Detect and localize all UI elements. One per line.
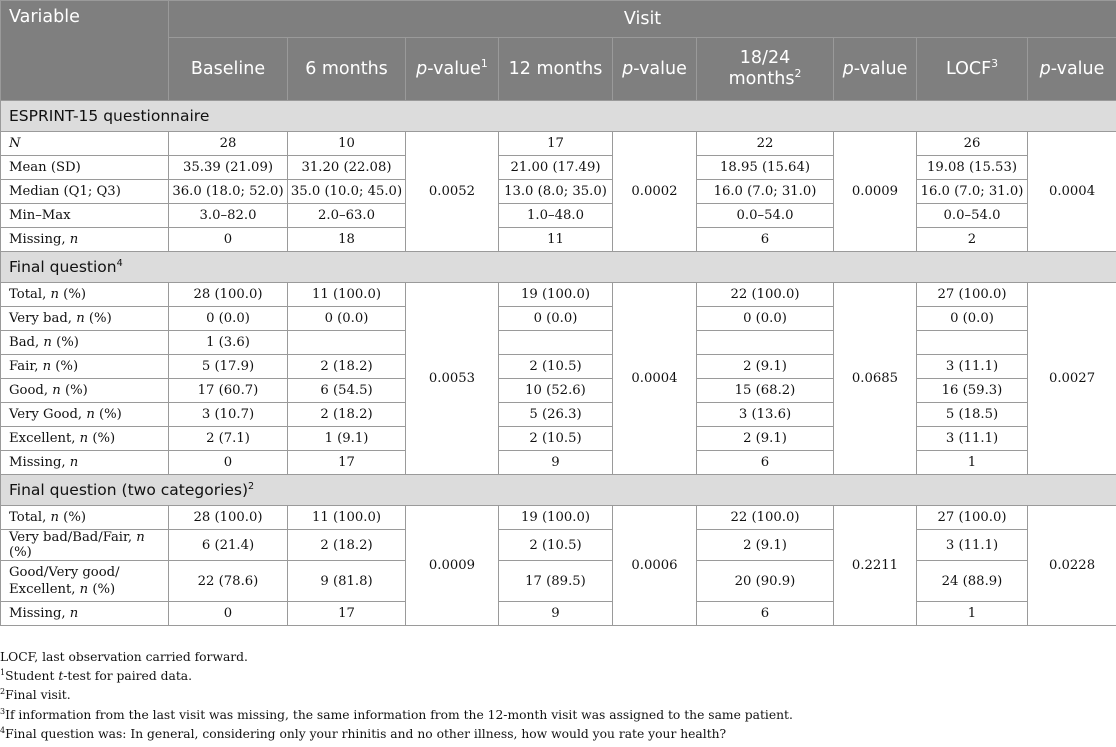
cell: 0 bbox=[169, 602, 288, 626]
cell: 13.0 (8.0; 35.0) bbox=[499, 180, 613, 204]
cell: 1 (9.1) bbox=[288, 427, 406, 451]
row-label-n: n bbox=[69, 606, 79, 621]
row-label-pct: (%) bbox=[58, 510, 86, 525]
cell: 28 (100.0) bbox=[169, 283, 288, 307]
row-label-n: n bbox=[79, 431, 89, 446]
cell: 0 (0.0) bbox=[499, 307, 613, 331]
pvalue-suffix: -value bbox=[853, 58, 908, 79]
cell bbox=[288, 331, 406, 355]
cell: 0.0–54.0 bbox=[697, 204, 834, 228]
p-italic: p bbox=[622, 58, 634, 79]
row-label bbox=[1, 132, 169, 156]
cell: 17 bbox=[288, 602, 406, 626]
cell: 3 (13.6) bbox=[697, 403, 834, 427]
pvalue-cell: 0.2211 bbox=[834, 506, 917, 626]
cell: 3 (11.1) bbox=[917, 427, 1028, 451]
cell: 17 bbox=[288, 451, 406, 475]
footnote-mark: 1 bbox=[0, 667, 6, 677]
cell: 22 (78.6) bbox=[169, 561, 288, 602]
row-label-pct: (%) bbox=[88, 431, 116, 446]
header-12-months bbox=[499, 38, 613, 101]
row-label-text: Total, bbox=[9, 287, 51, 302]
pvalue-cell: 0.0027 bbox=[1028, 283, 1116, 475]
cell: 3 (10.7) bbox=[169, 403, 288, 427]
cell: 27 (100.0) bbox=[917, 283, 1028, 307]
row-label-text: Missing, bbox=[9, 455, 70, 470]
row-label bbox=[1, 427, 169, 451]
table-row bbox=[1, 228, 1116, 252]
header-baseline bbox=[169, 38, 288, 101]
section-esprint bbox=[1, 101, 1116, 132]
row-label-line2: Excellent, bbox=[9, 582, 80, 597]
cell: 2 (9.1) bbox=[697, 427, 834, 451]
header-locf bbox=[917, 38, 1028, 101]
row-label bbox=[1, 530, 169, 561]
footnote-2 bbox=[0, 688, 71, 702]
table-row bbox=[1, 403, 1116, 427]
header-baseline-text: Baseline bbox=[190, 58, 266, 79]
cell: 19.08 (15.53) bbox=[917, 156, 1028, 180]
row-label-text: Bad, bbox=[9, 335, 44, 350]
table-row bbox=[1, 561, 1116, 602]
row-label-n: n bbox=[79, 582, 89, 597]
pvalue-cell: 0.0009 bbox=[406, 506, 499, 626]
cell: 31.20 (22.08) bbox=[288, 156, 406, 180]
section-title bbox=[1, 252, 1116, 283]
cell: 2 (10.5) bbox=[499, 530, 613, 561]
cell: 22 bbox=[697, 132, 834, 156]
row-label-n: n bbox=[76, 311, 85, 326]
cell: 9 (81.8) bbox=[288, 561, 406, 602]
row-label-text: Good, bbox=[9, 383, 53, 398]
cell: 3 (11.1) bbox=[917, 530, 1028, 561]
header-pvalue-2 bbox=[613, 38, 697, 101]
cell: 15 (68.2) bbox=[697, 379, 834, 403]
table-row bbox=[1, 379, 1116, 403]
row-label bbox=[1, 602, 169, 626]
pvalue-suffix: -value bbox=[633, 58, 687, 79]
cell: 26 bbox=[917, 132, 1028, 156]
row-label-n: n bbox=[50, 510, 59, 525]
row-label-pct: (%) bbox=[51, 335, 79, 350]
footnote-text: LOCF, last observation carried forward. bbox=[0, 650, 248, 664]
cell: 6 bbox=[697, 228, 834, 252]
cell: 28 bbox=[169, 132, 288, 156]
footnote-italic: t bbox=[58, 669, 64, 683]
row-label bbox=[1, 561, 169, 602]
pvalue-cell: 0.0004 bbox=[613, 283, 697, 475]
cell: 2 (9.1) bbox=[697, 355, 834, 379]
row-label bbox=[1, 331, 169, 355]
cell: 2 (10.5) bbox=[499, 427, 613, 451]
cell: 0 (0.0) bbox=[288, 307, 406, 331]
header-pvalue-1 bbox=[406, 38, 499, 101]
cell: 2 (10.5) bbox=[499, 355, 613, 379]
row-label bbox=[1, 355, 169, 379]
cell: 16 (59.3) bbox=[917, 379, 1028, 403]
cell: 6 (21.4) bbox=[169, 530, 288, 561]
cell: 19 (100.0) bbox=[499, 506, 613, 530]
row-label-text: Very bad, bbox=[9, 311, 77, 326]
row-label bbox=[1, 451, 169, 475]
p-italic: p bbox=[416, 58, 428, 79]
footnote-text: Final question was: In general, considering only your rhinitis and no other illness, how would you rate your health? bbox=[5, 727, 727, 741]
row-label-line1: Good/Very good/ bbox=[9, 565, 120, 580]
locf-footnote-mark: 3 bbox=[991, 56, 999, 70]
header-pvalue-3 bbox=[834, 38, 917, 101]
cell: 1 (3.6) bbox=[169, 331, 288, 355]
cell: 0 bbox=[169, 451, 288, 475]
cell: 16.0 (7.0; 31.0) bbox=[917, 180, 1028, 204]
row-label: Min–Max bbox=[1, 204, 169, 228]
header-variable bbox=[1, 1, 169, 101]
header-18-24-line1: 18/24 bbox=[739, 48, 791, 68]
row-label-text: N bbox=[9, 136, 21, 151]
header-18-24-line2: months bbox=[728, 69, 795, 89]
row-label-text: Missing, bbox=[9, 232, 70, 247]
cell bbox=[917, 331, 1028, 355]
cell: 2 (18.2) bbox=[288, 403, 406, 427]
cell: 19 (100.0) bbox=[499, 283, 613, 307]
cell: 16.0 (7.0; 31.0) bbox=[697, 180, 834, 204]
section-footnote-mark: 4 bbox=[116, 257, 123, 269]
table-row bbox=[1, 132, 1116, 156]
header-18-24-months bbox=[697, 38, 834, 101]
pvalue-cell: 0.0004 bbox=[1028, 132, 1116, 252]
row-label-n: n bbox=[69, 232, 79, 247]
row-label-pct: (%) bbox=[58, 287, 86, 302]
cell: 5 (26.3) bbox=[499, 403, 613, 427]
row-label: Median (Q1; Q3) bbox=[1, 180, 169, 204]
table-row bbox=[1, 180, 1116, 204]
footnote-text: Final visit. bbox=[5, 688, 71, 702]
table-row bbox=[1, 307, 1116, 331]
cell: 18.95 (15.64) bbox=[697, 156, 834, 180]
cell: 24 (88.9) bbox=[917, 561, 1028, 602]
table-row bbox=[1, 204, 1116, 228]
cell: 9 bbox=[499, 602, 613, 626]
section-title bbox=[1, 101, 1116, 132]
cell: 11 (100.0) bbox=[288, 283, 406, 307]
cell: 10 (52.6) bbox=[499, 379, 613, 403]
pvalue-cell: 0.0052 bbox=[406, 132, 499, 252]
pvalue-cell: 0.0002 bbox=[613, 132, 697, 252]
section-esprint-text: ESPRINT-15 questionnaire bbox=[9, 107, 210, 125]
pvalue-cell: 0.0009 bbox=[834, 132, 917, 252]
row-label-pct: (%) bbox=[84, 311, 112, 326]
p-italic: p bbox=[842, 58, 854, 79]
pvalue-footnote-mark: 1 bbox=[480, 56, 488, 70]
table-row bbox=[1, 355, 1116, 379]
cell: 17 bbox=[499, 132, 613, 156]
pvalue-suffix: -value bbox=[1050, 58, 1105, 79]
section-title bbox=[1, 475, 1116, 506]
p-italic: p bbox=[1039, 58, 1051, 79]
pvalue-cell: 0.0053 bbox=[406, 283, 499, 475]
section-final-text: Final question bbox=[9, 258, 117, 276]
row-label-text: Very Good, bbox=[9, 407, 87, 422]
row-label-pct: (%) bbox=[51, 359, 79, 374]
cell: 11 bbox=[499, 228, 613, 252]
row-label-n: n bbox=[52, 383, 61, 398]
cell: 1 bbox=[917, 451, 1028, 475]
row-label-text: Total, bbox=[9, 510, 51, 525]
table-row bbox=[1, 451, 1116, 475]
cell: 10 bbox=[288, 132, 406, 156]
cell: 0.0–54.0 bbox=[917, 204, 1028, 228]
cell: 35.39 (21.09) bbox=[169, 156, 288, 180]
row-label bbox=[1, 379, 169, 403]
row-label bbox=[1, 506, 169, 530]
footnote-text: If information from the last visit was missing, the same information from the 12-month visit was assigned to the same patient. bbox=[5, 708, 793, 722]
row-label-n: n bbox=[50, 287, 59, 302]
footnote-mark: 4 bbox=[0, 725, 6, 735]
footnote-mark: 2 bbox=[0, 686, 6, 696]
section-two-text: Final question (two categories) bbox=[9, 481, 249, 499]
cell: 5 (17.9) bbox=[169, 355, 288, 379]
row-label-n: n bbox=[136, 530, 145, 545]
header-variable-text: Variable bbox=[9, 7, 80, 27]
footnote-1 bbox=[0, 669, 192, 683]
cell: 0 (0.0) bbox=[697, 307, 834, 331]
table-row bbox=[1, 331, 1116, 355]
cell: 2 (18.2) bbox=[288, 355, 406, 379]
row-label bbox=[1, 403, 169, 427]
cell: 2 (7.1) bbox=[169, 427, 288, 451]
footnote-text: -test for paired data. bbox=[63, 669, 192, 683]
row-label bbox=[1, 283, 169, 307]
cell: 6 bbox=[697, 451, 834, 475]
table-row bbox=[1, 283, 1116, 307]
cell: 22 (100.0) bbox=[697, 283, 834, 307]
table-row bbox=[1, 427, 1116, 451]
cell: 2 bbox=[917, 228, 1028, 252]
section-footnote-mark: 2 bbox=[248, 480, 255, 492]
pvalue-suffix: -value bbox=[427, 58, 481, 79]
footnote-4 bbox=[0, 727, 726, 741]
pvalue-cell: 0.0006 bbox=[613, 506, 697, 626]
months-footnote-mark: 2 bbox=[794, 67, 802, 81]
section-final-question-two-categories bbox=[1, 475, 1116, 506]
cell: 21.00 (17.49) bbox=[499, 156, 613, 180]
header-12-months-text: 12 months bbox=[508, 58, 603, 79]
row-label-text: Very bad/Bad/Fair, bbox=[9, 530, 137, 545]
footnote-3 bbox=[0, 708, 793, 722]
cell: 0 (0.0) bbox=[169, 307, 288, 331]
row-label-pct: (%) bbox=[9, 545, 32, 560]
cell: 2 (18.2) bbox=[288, 530, 406, 561]
footnote-text: Student bbox=[5, 669, 59, 683]
cell: 6 bbox=[697, 602, 834, 626]
table-row bbox=[1, 506, 1116, 530]
section-final-question bbox=[1, 252, 1116, 283]
row-label-n: n bbox=[86, 407, 95, 422]
table-row bbox=[1, 530, 1116, 561]
table-row bbox=[1, 602, 1116, 626]
cell: 2.0–63.0 bbox=[288, 204, 406, 228]
cell: 20 (90.9) bbox=[697, 561, 834, 602]
row-label-text: Excellent, bbox=[9, 431, 80, 446]
row-label: Mean (SD) bbox=[1, 156, 169, 180]
header-visit bbox=[169, 1, 1116, 38]
cell bbox=[697, 331, 834, 355]
cell: 36.0 (18.0; 52.0) bbox=[169, 180, 288, 204]
cell: 6 (54.5) bbox=[288, 379, 406, 403]
header-6-months bbox=[288, 38, 406, 101]
row-label bbox=[1, 228, 169, 252]
row-label-pct: (%) bbox=[94, 407, 122, 422]
cell: 27 (100.0) bbox=[917, 506, 1028, 530]
cell: 22 (100.0) bbox=[697, 506, 834, 530]
row-label-n: n bbox=[42, 359, 52, 374]
cell: 2 (9.1) bbox=[697, 530, 834, 561]
header-pvalue-4 bbox=[1028, 38, 1116, 101]
cell: 0 bbox=[169, 228, 288, 252]
cell: 28 (100.0) bbox=[169, 506, 288, 530]
cell: 35.0 (10.0; 45.0) bbox=[288, 180, 406, 204]
header-6-months-text: 6 months bbox=[305, 58, 388, 79]
table-row bbox=[1, 156, 1116, 180]
row-label-pct: (%) bbox=[60, 383, 88, 398]
row-label bbox=[1, 307, 169, 331]
row-label-n: n bbox=[69, 455, 79, 470]
row-label-n: n bbox=[43, 335, 52, 350]
cell: 3.0–82.0 bbox=[169, 204, 288, 228]
cell: 0 (0.0) bbox=[917, 307, 1028, 331]
pvalue-cell: 0.0228 bbox=[1028, 506, 1116, 626]
cell: 17 (89.5) bbox=[499, 561, 613, 602]
cell: 1.0–48.0 bbox=[499, 204, 613, 228]
cell bbox=[499, 331, 613, 355]
pvalue-cell: 0.0685 bbox=[834, 283, 917, 475]
row-label-text: Missing, bbox=[9, 606, 70, 621]
cell: 11 (100.0) bbox=[288, 506, 406, 530]
header-locf-text: LOCF bbox=[945, 58, 992, 79]
row-label-text: Fair, bbox=[9, 359, 43, 374]
cell: 17 (60.7) bbox=[169, 379, 288, 403]
footnote-mark: 3 bbox=[0, 706, 6, 716]
cell: 5 (18.5) bbox=[917, 403, 1028, 427]
cell: 3 (11.1) bbox=[917, 355, 1028, 379]
cell: 1 bbox=[917, 602, 1028, 626]
cell: 18 bbox=[288, 228, 406, 252]
footnote-locf bbox=[0, 650, 248, 664]
header-visit-text: Visit bbox=[623, 9, 662, 29]
row-label-pct: (%) bbox=[88, 582, 116, 597]
cell: 9 bbox=[499, 451, 613, 475]
